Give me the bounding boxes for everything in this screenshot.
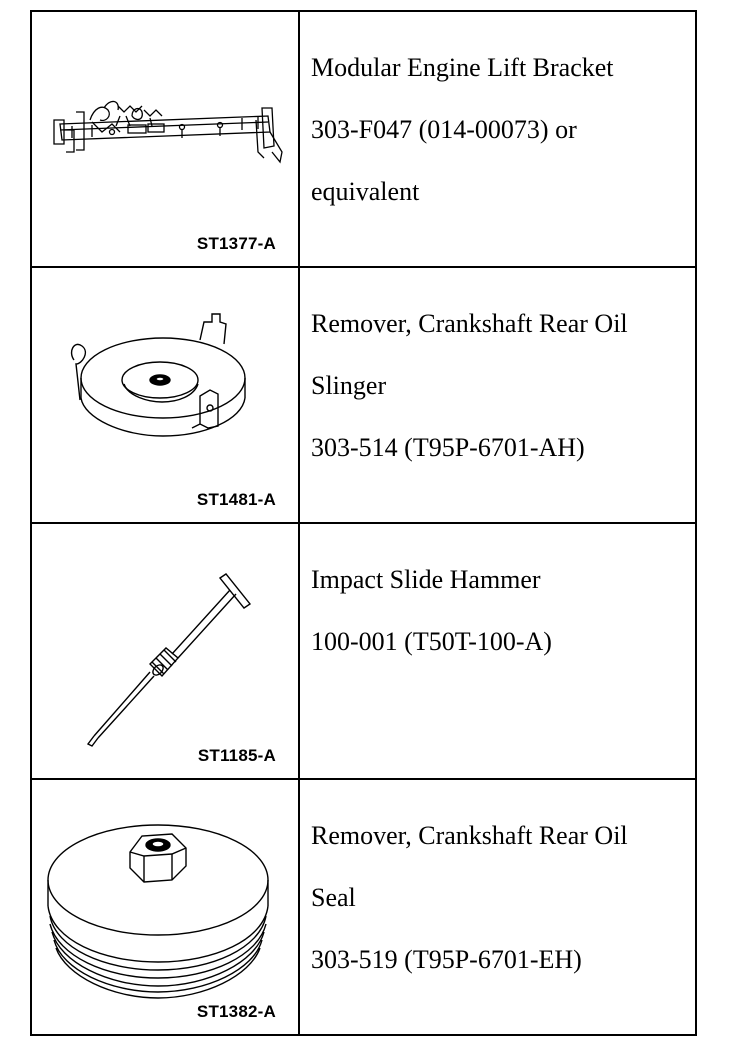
tool-row — [31, 267, 696, 523]
slide-hammer-illustration — [32, 524, 298, 776]
tool-number: 303-F047 (014-00073) or — [311, 115, 577, 144]
oil-slinger-remover-illustration — [32, 268, 298, 520]
tool-description-cell — [299, 267, 696, 523]
tool-image-code: ST1481-A — [196, 490, 276, 509]
special-tools-table — [30, 10, 697, 1036]
tool-description-cell — [299, 11, 696, 267]
tool-illustration-cell — [31, 523, 299, 779]
tool-name: Modular Engine Lift Bracket — [311, 53, 614, 82]
oil-seal-remover-illustration — [32, 780, 298, 1032]
tool-row — [31, 523, 696, 779]
tool-name: Remover, Crankshaft Rear Oil — [311, 821, 628, 850]
tool-description-cell — [299, 523, 696, 779]
tool-illustration-cell — [31, 779, 299, 1035]
tool-description-cell — [299, 779, 696, 1035]
tool-description — [300, 524, 695, 688]
tool-number: 100-001 (T50T-100-A) — [311, 627, 552, 656]
tool-number-note: equivalent — [311, 177, 420, 206]
tool-illustration-cell — [31, 267, 299, 523]
tool-image-code: ST1382-A — [196, 1002, 276, 1021]
tool-description — [300, 268, 695, 494]
tool-description — [300, 780, 695, 1006]
tool-number: 303-514 (T95P-6701-AH) — [311, 433, 585, 462]
tool-description — [300, 12, 695, 238]
tool-image-code: ST1377-A — [196, 234, 276, 253]
tool-name: Impact Slide Hammer — [311, 565, 541, 594]
tool-row — [31, 779, 696, 1035]
lift-bracket-illustration — [32, 12, 298, 264]
tool-illustration-cell — [31, 11, 299, 267]
tool-row — [31, 11, 696, 267]
tool-name: Remover, Crankshaft Rear Oil — [311, 309, 628, 338]
tool-name-continued: Seal — [311, 883, 356, 912]
tool-number: 303-519 (T95P-6701-EH) — [311, 945, 582, 974]
tool-name-continued: Slinger — [311, 371, 387, 400]
tool-image-code: ST1185-A — [197, 746, 276, 765]
